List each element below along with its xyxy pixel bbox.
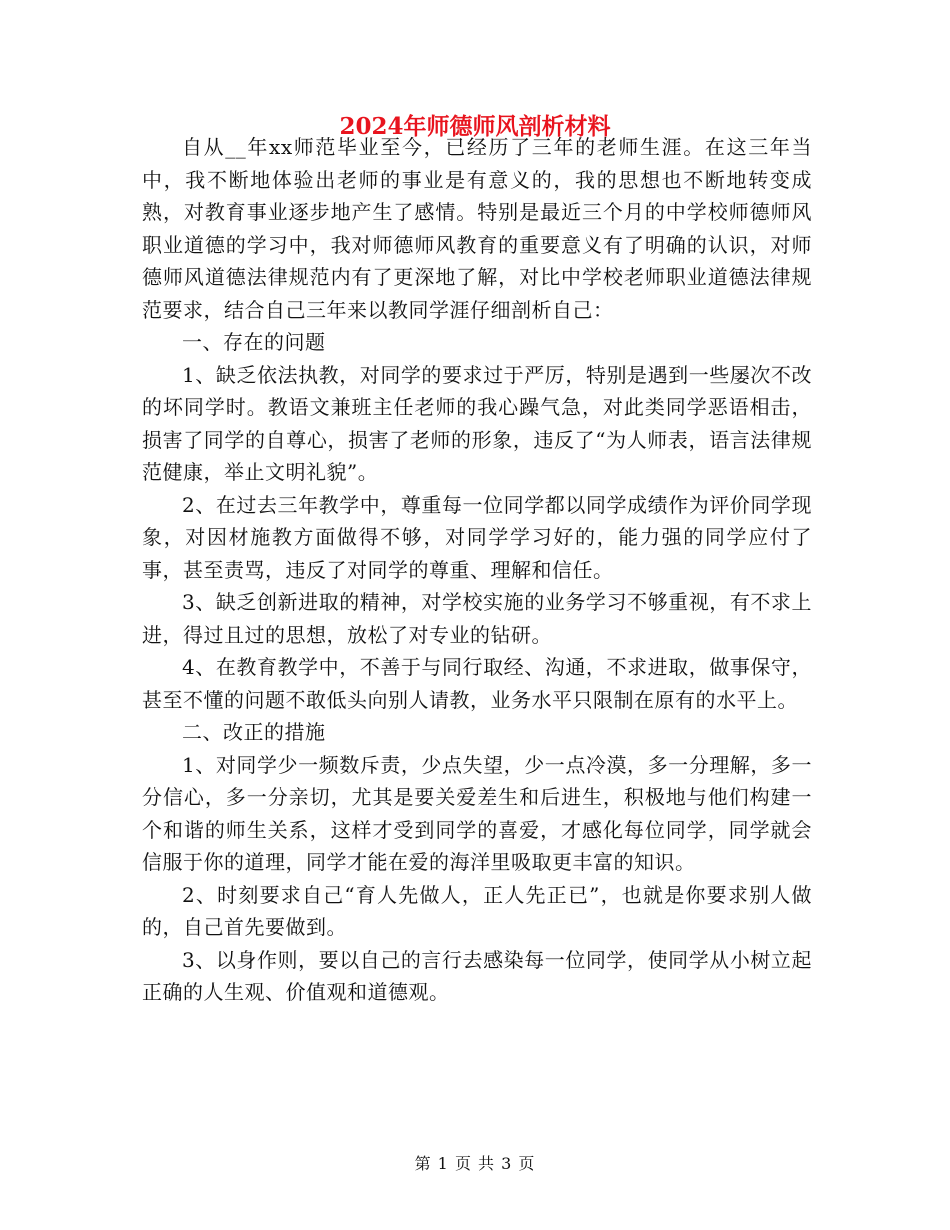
paragraph-problem-2: 2、在过去三年教学中，尊重每一位同学都以同学成绩作为评价同学现象，对因材施教方面做得不够，对同学学习好的，能力强的同学应付了事，甚至责骂，违反了对同学的尊重、理解和信任。 [142,492,812,582]
document-title: 2024年师德师风剖析材料 [339,113,611,140]
paragraph-problem-3: 3、缺乏创新进取的精神，对学校实施的业务学习不够重视，有不求上进，得过且过的思想，放松了对专业的钻研。 [142,590,812,647]
paragraph-intro: 自从__年xx师范毕业至今，已经历了三年的老师生涯。在这三年当中，我不断地体验出老师的事业是有意义的，我的思想也不断地转变成熟，对教育事业逐步地产生了感情。特别是最近三个月的中学校师德师风职业道德的学习中，我对师德师风教育的重要意义有了明确的认识，对师德师风道德法律规范内有了更深地了解，对比中学校老师职业道德法律规范要求，结合自己三年来以教同学涯仔细剖析自己： [142,135,812,322]
section-heading-measures: 二、改正的措施 [182,720,326,744]
page-footer: 第 1 页 共 3 页 [414,1154,536,1173]
document-body [142,131,812,1009]
paragraph-measure-2: 2、时刻要求自己“育人先做人，正人先正已”，也就是你要求别人做的，自己首先要做到。 [142,882,812,939]
section-heading-problems: 一、存在的问题 [182,330,326,354]
paragraph-problem-1: 1、缺乏依法执教，对同学的要求过于严厉，特别是遇到一些屡次不改的坏同学时。教语文兼班主任老师的我心躁气急，对此类同学恶语相击，损害了同学的自尊心，损害了老师的形象，违反了“为人师表，语言法律规范健康，举止文明礼貌”。 [142,362,812,484]
paragraph-measure-3: 3、以身作则，要以自己的言行去感染每一位同学，使同学从小树立起正确的人生观、价值观和道德观。 [142,947,812,1004]
paragraph-measure-1: 1、对同学少一频数斥责，少点失望，少一点冷漠，多一分理解，多一分信心，多一分亲切，尤其是要关爱差生和后进生，积极地与他们构建一个和谐的师生关系，这样才受到同学的喜爱，才感化每位同学，同学就会信服于你的道理，同学才能在爱的海洋里吸取更丰富的知识。 [142,752,812,874]
paragraph-problem-4: 4、在教育教学中，不善于与同行取经、沟通，不求进取，做事保守，甚至不懂的问题不敢低头向别人请教，业务水平只限制在原有的水平上。 [142,655,812,712]
